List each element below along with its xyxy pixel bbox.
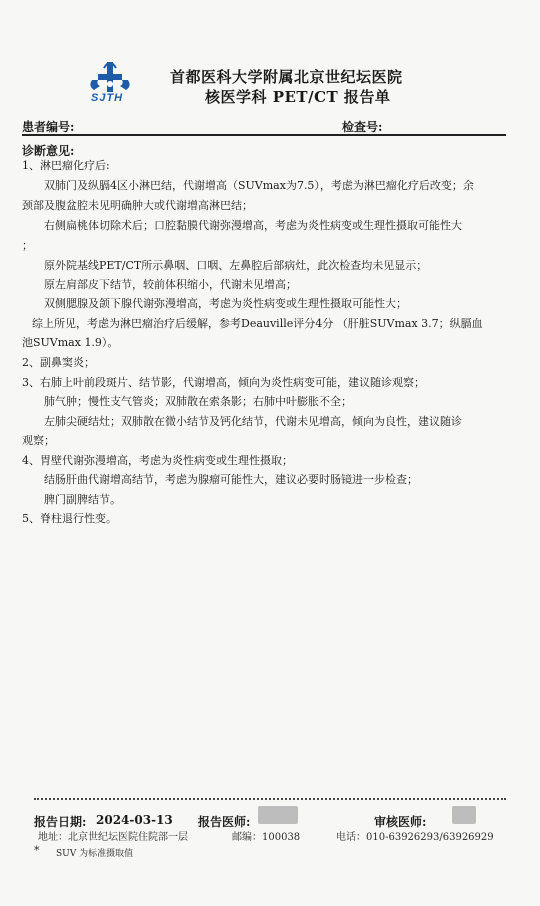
report-date-label: 报告日期: [34,815,87,829]
diagnosis-line: 5、脊柱退行性变。 [22,512,117,525]
address: 地址：北京世纪坛医院住院部一层 [38,832,188,843]
phone: 电话：010-63926293/63926929 [336,832,494,843]
diagnosis-line: 右侧扁桃体切除术后；口腔黏膜代谢弥漫增高，考虑为炎性病变或生理性摄取可能性大 [44,219,462,232]
redacted-signature [452,806,476,824]
patient-id-label: 患者编号: [22,120,75,134]
diagnosis-line: 颈部及腹盆腔未见明确肿大或代谢增高淋巴结； [22,199,253,212]
suv-note: SUV 为标准摄取值 [56,849,134,859]
diagnosis-line: 综上所见，考虑为淋巴瘤治疗后缓解，参考Deauville评分4分 （肝脏SUVmax 3.7；纵膈血 [32,317,483,330]
diagnosis-line: 观察； [22,434,55,447]
diagnosis-line: 1、淋巴瘤化疗后: [22,159,110,172]
diagnosis-line: ； [22,239,33,252]
diagnosis-line: 结肠肝曲代谢增高结节，考虑为腺瘤可能性大，建议必要时肠镜进一步检查； [44,473,418,486]
diagnosis-line: 脾门副脾结节。 [44,493,121,506]
header-divider [22,134,506,136]
diagnosis-line: 原外院基线PET/CT所示鼻咽、口咽、左鼻腔后部病灶，此次检查均未见显示； [44,259,428,272]
diagnosis-line: 池SUVmax 1.9）。 [22,336,119,349]
diagnosis-line: 双肺门及纵膈4区小淋巴结，代谢增高（SUVmax为7.5），考虑为淋巴瘤化疗后改变；余 [44,179,474,192]
diagnosis-line: 3、右肺上叶前段斑片、结节影，代谢增高，倾向为炎性病变可能，建议随诊观察； [22,376,425,389]
exam-no-label: 检查号: [342,120,383,134]
reviewing-doctor-label: 审核医师: [374,815,427,829]
report-title: 核医学科 PET/CT 报告单 [205,88,391,106]
diagnosis-line: 4、胃壁代谢弥漫增高，考虑为炎性病变或生理性摄取； [22,454,293,467]
diagnosis-line: 原左肩部皮下结节，较前体积缩小，代谢未见增高； [44,278,297,291]
logo-text: SJTH [91,92,124,104]
postcode: 邮编：100038 [232,832,301,843]
footer-divider [34,798,506,800]
diagnosis-line: 肺气肿；慢性支气管炎；双肺散在索条影；右肺中叶膨胀不全； [44,395,352,408]
hospital-name: 首都医科大学附属北京世纪坛医院 [170,68,403,86]
diagnosis-line: 双侧腮腺及颌下腺代谢弥漫增高，考虑为炎性病变或生理性摄取可能性大； [44,297,407,310]
diagnosis-line: 2、副鼻窦炎； [22,356,95,369]
diagnosis-line: 左肺尖硬结灶；双肺散在微小结节及钙化结节，代谢未见增高，倾向为良性，建议随诊 [44,415,462,428]
redacted-signature [258,806,298,824]
note-mark: * [34,844,40,857]
reporting-doctor-label: 报告医师: [198,815,251,829]
diagnosis-title: 诊断意见: [22,144,75,158]
report-date: 2024-03-13 [96,813,173,827]
